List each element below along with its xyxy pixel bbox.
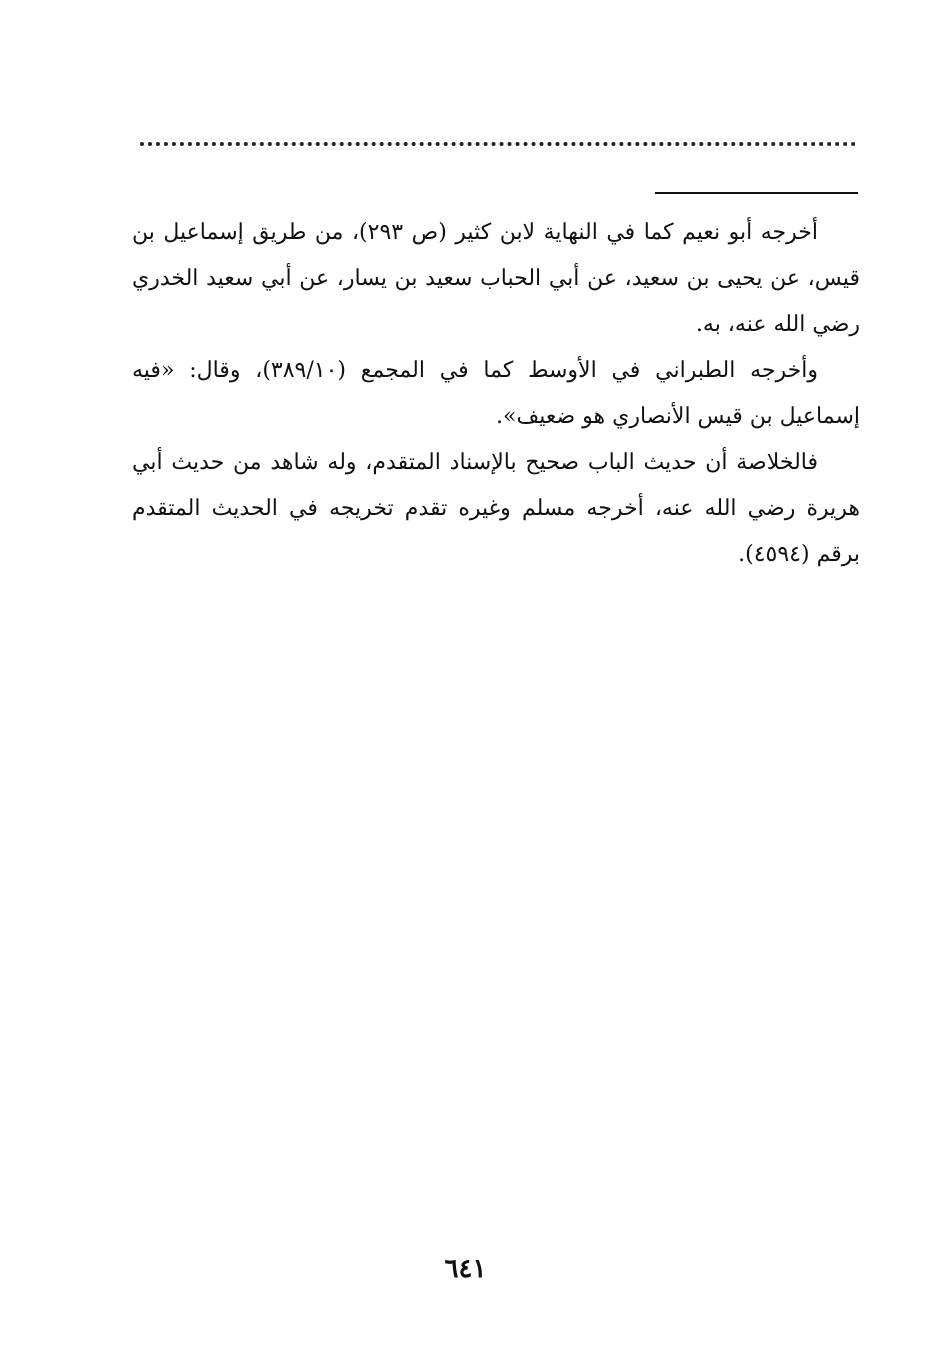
footnote-paragraph-1: أخرجه أبو نعيم كما في النهاية لابن كثير (ص ٢٩٣)، من طريق إسماعيل بن قيس، عن يحيى بن سعيد، عن أبي الحباب سعيد بن يسار، عن أبي سعيد الخدري رضي الله عنه، به.	[132, 220, 860, 337]
footnote-rule	[655, 192, 858, 194]
footnote-paragraph-3: فالخلاصة أن حديث الباب صحيح بالإسناد المتقدم، وله شاهد من حديث أبي هريرة رضي الله عنه، أخرجه مسلم وغيره تقدم تخريجه في الحديث المتقدم برقم (٤٥٩٤).	[132, 450, 860, 567]
dotted-separator	[140, 142, 856, 146]
footnote-paragraph-2: وأخرجه الطبراني في الأوسط كما في المجمع (٣٨٩/١٠)، وقال: «فيه إسماعيل بن قيس الأنصاري هو ضعيف».	[132, 358, 860, 429]
page-number: ٦٤١	[444, 1254, 487, 1284]
footnotes-section	[132, 210, 860, 578]
